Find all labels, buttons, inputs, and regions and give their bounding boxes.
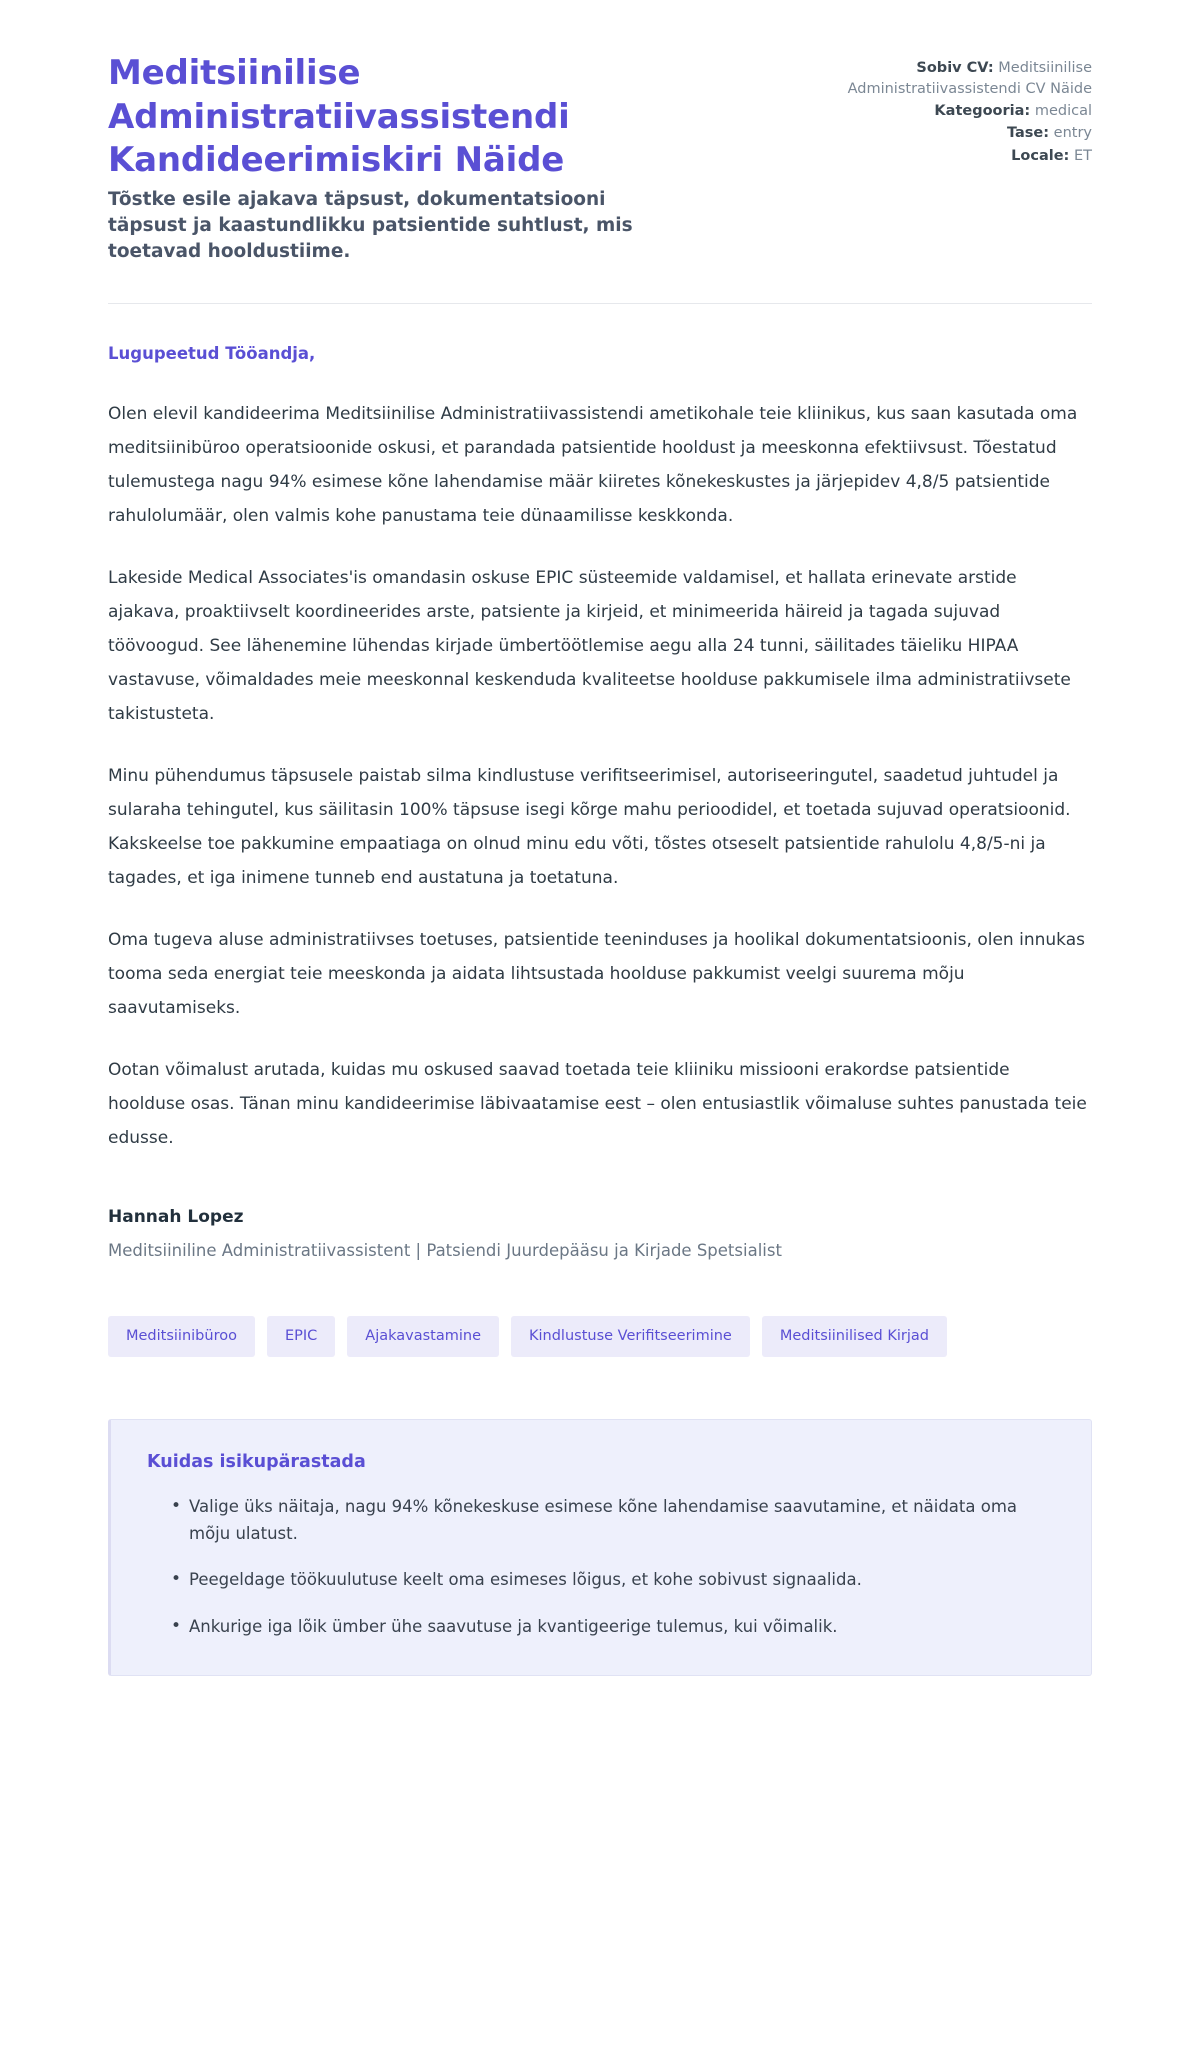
page-title: Meditsiinilise Administratiivassistendi Kandideerimiskiri Näide — [108, 53, 570, 181]
meta-label-matching-cv: Sobiv CV: — [916, 60, 994, 76]
list-item: • Ankurige iga lõik ümber ühe saavutuse ja kvantigeerige tulemus, kui võimalik. — [171, 1614, 1055, 1641]
tag-item[interactable]: EPIC — [267, 1316, 335, 1357]
header-metadata — [842, 52, 1092, 168]
meta-label-level: Tase: — [1006, 125, 1050, 142]
salutation: Lugupeetud Tööandja, — [108, 344, 316, 364]
letter-paragraph-3: Minu pühendumus täpsusele paistab silma kindlustuse verifitseerimisel, autoriseeringutel, saadetud juhtudel ja sularaha tehingutel, kus säilitasin 100% täpsuse isegi kõrge mahu perioodidel, et toetada sujuvad operatsioonid. Kakskeelse toe pakkumine empaatiaga on olnud minu edu võti, tõstes otseselt patsientide rahulolu 4,8/5-ni ja tagades, et iga inimene tunneb end austatuna ja toetatuna. — [108, 766, 1071, 889]
page-subtitle: Tõstke esile ajakava täpsust, dokumentatsiooni täpsust ja kaastundlikku patsientide suhtlust, mis toetavad hooldustiime. — [108, 188, 633, 263]
meta-value-locale: ET — [1073, 147, 1092, 164]
tips-list — [147, 1494, 1055, 1641]
document-header — [108, 52, 1092, 265]
meta-label-locale: Locale: — [1011, 147, 1070, 164]
cover-letter-body — [108, 304, 1092, 1155]
signature-role: Meditsiiniline Administratiivassistent | Patsiendi Juurdepääsu ja Kirjade Spetsialist — [108, 1241, 782, 1261]
letter-paragraph-5: Ootan võimalust arutada, kuidas mu oskused saavad toetada teie kliiniku missiooni erakordse patsientide hoolduse osas. Tänan minu kandideerimise läbivaatamise eest – olen entusiastlik võimaluse suhtes panustada teie edusse. — [108, 1060, 1087, 1149]
meta-row-locale — [842, 146, 1092, 167]
meta-row-matching-cv — [842, 58, 1092, 100]
meta-label-category: Kategooria: — [934, 103, 1031, 120]
meta-row-level — [842, 123, 1092, 144]
signature-name: Hannah Lopez — [108, 1207, 244, 1228]
meta-value-matching-cv: Meditsiinilise Administratiivassistendi CV Näide — [847, 60, 1092, 98]
letter-paragraph-2: Lakeside Medical Associates'is omandasin oskuse EPIC süsteemide valdamisel, et hallata erinevate arstide ajakava, proaktiivselt koordineerides arste, patsiente ja kirjeid, et minimeerida häireid ja tagada sujuvad töövoogud. See lähenemine lühendas kirjade ümbertöötlemise aegu alla 24 tunni, säilitades täieliku HIPAA vastavuse, võimaldades meie meeskonnal keskenduda kvaliteetse hoolduse pakkumisele ilma administratiivsete takistusteta. — [108, 568, 1071, 725]
letter-paragraph-4: Oma tugeva aluse administratiivses toetuses, patsientide teeninduses ja hoolikal dokumentatsioonis, olen innukas tooma seda energiat teie meeskonda ja aidata lihtsustada hoolduse pakkumist veelgi suurema mõju saavutamiseks. — [108, 930, 1085, 1019]
tag-list — [108, 1316, 1092, 1357]
list-item: • Peegeldage töökuulutuse keelt oma esimeses lõigus, et kohe sobivust signaalida. — [171, 1567, 1055, 1594]
letter-paragraph-1: Olen elevil kandideerima Meditsiinilise Administratiivassistendi ametikohale teie kliinikus, kus saan kasutada oma meditsiinibüroo operatsioonide oskusi, et parandada patsientide hooldust ja meeskonna efektiivsust. Tõestatud tulemustega nagu 94% esimese kõne lahendamise määr kiiretes kõnekeskustes ja järjepidev 4,8/5 patsientide rahulolumäär, olen valmis kohe panustama teie dünaamilisse keskkonda. — [108, 404, 1078, 527]
signature-block — [108, 1207, 1092, 1260]
tips-heading: Kuidas isikupärastada — [147, 1451, 366, 1472]
tag-item[interactable]: Meditsiinilised Kirjad — [762, 1316, 947, 1357]
personalization-tips-panel — [108, 1419, 1092, 1676]
tag-item[interactable]: Meditsiinibüroo — [108, 1316, 255, 1357]
list-item: • Valige üks näitaja, nagu 94% kõnekeskuse esimese kõne lahendamise saavutamine, et näidata oma mõju ulatust. — [171, 1494, 1055, 1547]
tag-item[interactable]: Kindlustuse Verifitseerimine — [511, 1316, 750, 1357]
tag-item[interactable]: Ajakavastamine — [347, 1316, 499, 1357]
meta-value-level: entry — [1053, 125, 1092, 142]
meta-row-category — [842, 101, 1092, 122]
header-title-block — [108, 52, 688, 265]
meta-value-category: medical — [1034, 103, 1092, 120]
